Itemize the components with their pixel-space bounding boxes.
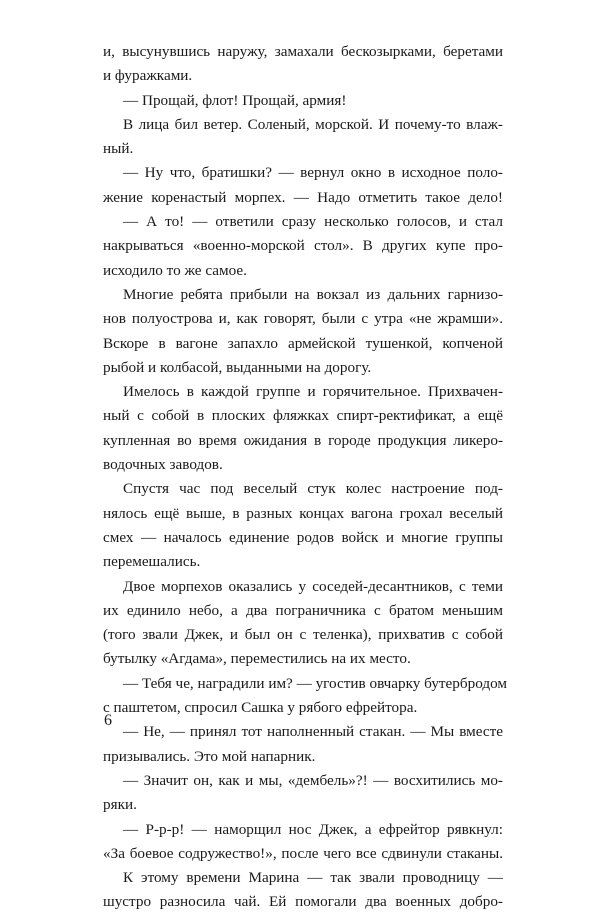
text-line: ный. (103, 140, 134, 158)
text-line: Двое морпехов оказались у соседей-десантников, с теми (123, 577, 503, 595)
text-line: — Не, — принял тот наполненный стакан. — Мы вместе (123, 723, 503, 741)
text-line: ряки. (103, 796, 137, 814)
text-line: перемешались. (103, 553, 201, 571)
text-line: нялось ещё выше, в разных концах вагона грохал веселый (103, 504, 503, 522)
text-line: с паштетом, спросил Сашка у рябого ефрейтора. (103, 699, 418, 717)
text-line: — Р-р-р! — наморщил нос Джек, а ефрейтор рявкнул: (123, 820, 503, 838)
text-line: смех — началось единение родов войск и многие группы (103, 528, 503, 546)
text-line: (того звали Джек, и был он с теленка), прихватив с собой (103, 626, 503, 644)
text-line: бутылку «Агдама», переместились на их место. (103, 650, 411, 668)
text-line: нов полуострова и, как говорят, были с утра «не жрамши». (103, 310, 503, 328)
text-line: К этому времени Марина — так звали проводницу — (123, 869, 503, 887)
page-number: 6 (104, 712, 112, 729)
text-line: — Значит он, как и мы, «дембель»?! — восхитились мо- (123, 771, 503, 789)
text-line: В лица бил ветер. Соленый, морской. И почему-то влаж- (123, 115, 503, 133)
text-line: и фуражками. (103, 67, 193, 85)
text-line: Вскоре в вагоне запахло армейской тушенкой, копченой (103, 334, 503, 352)
text-line: купленная во время ожидания в городе продукция ликеро- (103, 431, 503, 449)
text-line: водочных заводов. (103, 456, 223, 474)
text-line: Имелось в каждой группе и горячительное. Прихвачен- (123, 383, 503, 401)
text-line: — Прощай, флот! Прощай, армия! (123, 91, 347, 109)
text-line: исходило то же самое. (103, 261, 247, 279)
text-line: Многие ребята прибыли на вокзал из дальних гарнизо- (123, 285, 503, 303)
text-line: их единило небо, а два пограничника с братом меньшим (103, 601, 503, 619)
text-line: и, высунувшись наружу, замахали бескозырками, беретами (103, 43, 503, 60)
text-line: — Тебя че, наградили им? — угостив овчарку бутербродом (123, 674, 508, 692)
text-line: — А то! — ответили сразу несколько голосов, и стал (123, 213, 503, 231)
text-line: — Ну что, братишки? — вернул окно в исходное поло- (123, 164, 503, 182)
text-line: шустро разносила чай. Ей помогали два военных добро- (103, 893, 503, 911)
text-line: призывались. Это мой напарник. (103, 747, 316, 765)
text-line: накрываться «военно-морской стол». В других купе про- (103, 237, 503, 255)
text-line: жение коренастый морпех. — Надо отметить такое дело! (103, 188, 503, 206)
text-line: рыбой и колбасой, выданными на дорогу. (103, 358, 372, 376)
text-line: Спустя час под веселый стук колес настроение под- (123, 480, 503, 498)
body-text (103, 40, 508, 915)
text-line: «За боевое содружество!», после чего все сдвинули стаканы. (103, 844, 503, 862)
text-line: ный с собой в плоских фляжках спирт-ректификат, а ещё (103, 407, 503, 425)
